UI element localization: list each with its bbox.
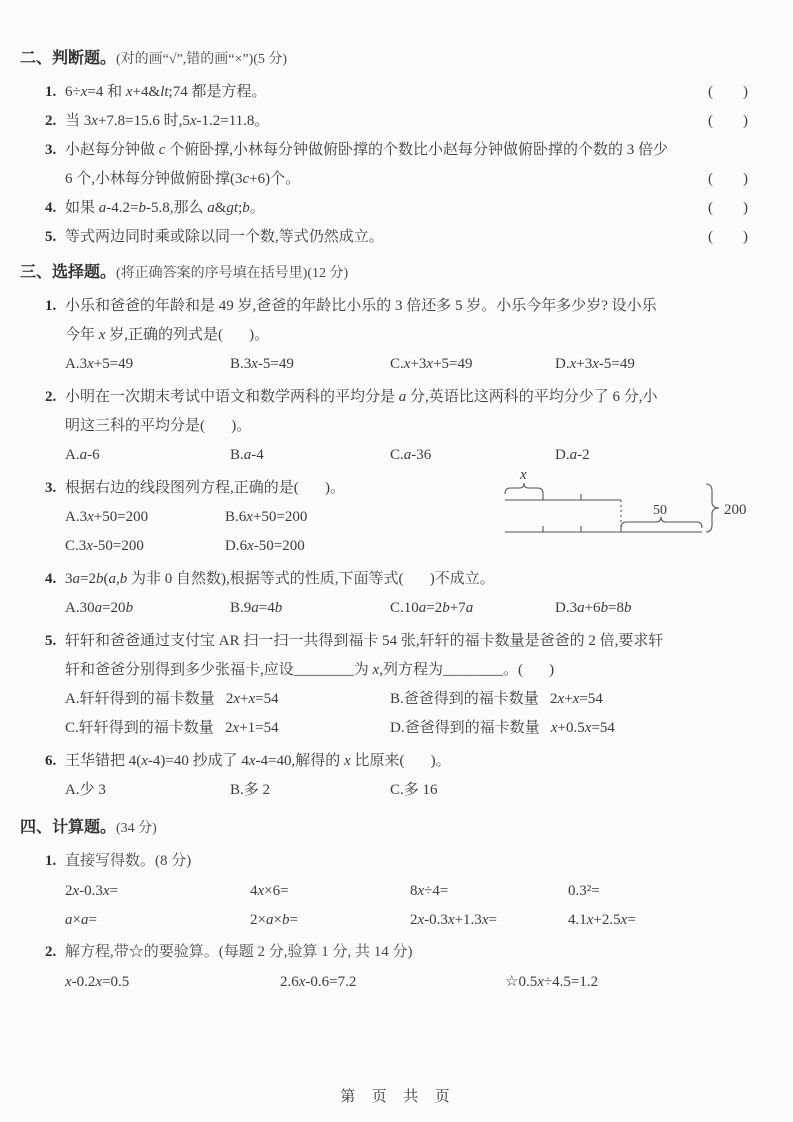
item-text: 6 个,小林每分钟做俯卧撑(3c+6)个。 [65, 171, 301, 187]
calc-expression: 2×a×b= [250, 912, 298, 928]
option-a: A.3x+5=49 [65, 356, 134, 372]
options-row [20, 594, 748, 623]
option-c: C.多 16 [390, 782, 438, 798]
question-line [20, 627, 748, 656]
choice-question-5 [20, 627, 748, 743]
option-b: B.爸爸得到的福卡数量 2x+x=54 [390, 691, 603, 707]
section-calculation-head [20, 813, 748, 843]
section-judgment-head [20, 44, 748, 74]
option-b: B.a-4 [230, 447, 264, 463]
section-choice [20, 258, 748, 805]
diagram-total-label: 200 [724, 502, 747, 518]
answer-bracket: ( ) [708, 200, 748, 216]
option-b: B.9a=4b [230, 600, 283, 616]
diagram-segment-label: 50 [653, 503, 667, 518]
calc-subsection-1-title [20, 847, 748, 876]
option-a: A.30a=20b [65, 600, 134, 616]
question-number: 3. [45, 480, 57, 496]
question-number: 4. [45, 571, 57, 587]
choice-question-3 [20, 467, 748, 561]
question-text: 小乐和爸爸的年龄和是 49 岁,爸爸的年龄比小乐的 3 倍还多 5 岁。小乐今年多少岁? 设小乐 [65, 298, 657, 314]
subsection-title: 解方程,带☆的要验算。(每题 2 分,验算 1 分, 共 14 分) [65, 944, 413, 960]
section-calculation-note: (34 分) [116, 821, 157, 836]
choice-question-2 [20, 383, 748, 470]
section-judgment-note: (对的画“√”,错的画“×”)(5 分) [116, 52, 288, 67]
item-number: 1. [45, 84, 57, 100]
equation-row [20, 968, 748, 997]
option-a: A.轩轩得到的福卡数量 2x+x=54 [65, 691, 279, 707]
section-calculation [20, 813, 748, 997]
judgment-item-3 [20, 136, 748, 165]
section-choice-title: 三、选择题。 [20, 264, 117, 281]
equation: 2.6x-0.6=7.2 [280, 974, 357, 990]
item-text: 6÷x=4 和 x+4&lt;74 都是方程。 [65, 84, 267, 100]
calc-expression: 8x÷4= [410, 883, 449, 899]
answer-bracket: ( ) [708, 113, 748, 129]
option-a: A.3x+50=200 [65, 509, 149, 525]
oral-calc-row-2 [20, 906, 748, 935]
options-row [20, 532, 485, 561]
item-number: 5. [45, 229, 57, 245]
subsection-title: 直接写得数。(8 分) [65, 853, 192, 869]
option-c: C.3x-50=200 [65, 538, 144, 554]
question-text: 轩轩和爸爸通过支付宝 AR 扫一扫一共得到福卡 54 张,轩轩的福卡数量是爸爸的 2 倍,要求轩 [65, 633, 664, 649]
option-b: B.3x-5=49 [230, 356, 294, 372]
option-d: D.x+3x-5=49 [555, 356, 635, 372]
choice-question-6 [20, 747, 748, 805]
question-line [20, 292, 748, 321]
calc-expression: a×a= [65, 912, 97, 928]
item-text: 小赵每分钟做 c 个俯卧撑,小林每分钟做俯卧撑的个数比小赵每分钟做俯卧撑的个数的 3 倍少 [65, 142, 668, 158]
question-text: 轩和爸爸分别得到多少张福卡,应设________为 x,列方程为________。( ) [65, 662, 555, 678]
item-number: 4. [45, 200, 57, 216]
question-number: 1. [45, 298, 57, 314]
options-row [20, 503, 485, 532]
item-number: 3. [45, 142, 57, 158]
question-text: 根据右边的线段图列方程,正确的是( )。 [65, 480, 345, 496]
question-line [20, 747, 748, 776]
option-a: A.a-6 [65, 447, 100, 463]
oral-calc-row-1 [20, 877, 748, 906]
item-number: 2. [45, 113, 57, 129]
line-segment-diagram [493, 462, 783, 557]
options-row [20, 685, 748, 714]
section-choice-head [20, 258, 748, 288]
question-number: 2. [45, 389, 57, 405]
page-footer: 第 页 共 页 [340, 1089, 453, 1105]
answer-bracket: ( ) [708, 229, 748, 245]
option-c: C.10a=2b+7a [390, 600, 474, 616]
judgment-item-2 [20, 107, 748, 136]
calc-expression: 4x×6= [250, 883, 289, 899]
option-d: D.3a+6b=8b [555, 600, 632, 616]
calc-subsection-2-title [20, 938, 748, 967]
section-judgment [20, 44, 748, 252]
answer-bracket: ( ) [708, 171, 748, 187]
equation: ☆0.5x÷4.5=1.2 [505, 974, 599, 990]
judgment-item-4 [20, 194, 748, 223]
options-row [20, 776, 748, 805]
question-line [20, 383, 748, 412]
option-b: B.多 2 [230, 782, 271, 798]
subsection-number: 2. [45, 944, 57, 960]
question-number: 5. [45, 633, 57, 649]
option-c: C.a-36 [390, 447, 432, 463]
diagram-x-label: x [520, 467, 527, 483]
question-number: 6. [45, 753, 57, 769]
option-c: C.x+3x+5=49 [390, 356, 473, 372]
question-text: 小明在一次期末考试中语文和数学两科的平均分是 a 分,英语比这两科的平均分少了 6 分,小 [65, 389, 658, 405]
subsection-number: 1. [45, 853, 57, 869]
item-text: 如果 a-4.2=b-5.8,那么 a&gt;b。 [65, 200, 265, 216]
option-d: D.爸爸得到的福卡数量 x+0.5x=54 [390, 720, 615, 736]
section-judgment-title: 二、判断题。 [20, 50, 117, 67]
option-c: C.轩轩得到的福卡数量 2x+1=54 [65, 720, 279, 736]
item-text: 等式两边同时乘或除以同一个数,等式仍然成立。 [65, 229, 384, 245]
question-text: 今年 x 岁,正确的列式是( )。 [65, 327, 270, 343]
judgment-item-3-line-2 [20, 165, 748, 194]
equation: x-0.2x=0.5 [65, 974, 130, 990]
question-text: 3a=2b(a,b 为非 0 自然数),根据等式的性质,下面等式( )不成立。 [65, 571, 495, 587]
calc-expression: 2x-0.3x= [65, 883, 119, 899]
question-text: 王华错把 4(x-4)=40 抄成了 4x-4=40,解得的 x 比原来( )。 [65, 753, 451, 769]
question-text: 明这三科的平均分是( )。 [65, 418, 252, 434]
item-text: 当 3x+7.8=15.6 时,5x-1.2=11.8。 [65, 113, 270, 129]
calc-expression: 2x-0.3x+1.3x= [410, 912, 497, 928]
section-choice-note: (将正确答案的序号填在括号里)(12 分) [116, 266, 349, 281]
calc-expression: 4.1x+2.5x= [568, 912, 636, 928]
choice-question-1 [20, 292, 748, 379]
section-calculation-title: 四、计算题。 [20, 819, 117, 836]
answer-bracket: ( ) [708, 84, 748, 100]
options-row [20, 714, 748, 743]
judgment-item-5 [20, 223, 748, 252]
option-d: D.a-2 [555, 447, 590, 463]
option-a: A.少 3 [65, 782, 106, 798]
option-d: D.6x-50=200 [225, 538, 305, 554]
calc-expression: 0.3²= [568, 883, 600, 899]
options-row [20, 350, 748, 379]
judgment-item-1 [20, 78, 748, 107]
question-line [20, 565, 748, 594]
option-b: B.6x+50=200 [225, 509, 308, 525]
choice-question-4 [20, 565, 748, 623]
